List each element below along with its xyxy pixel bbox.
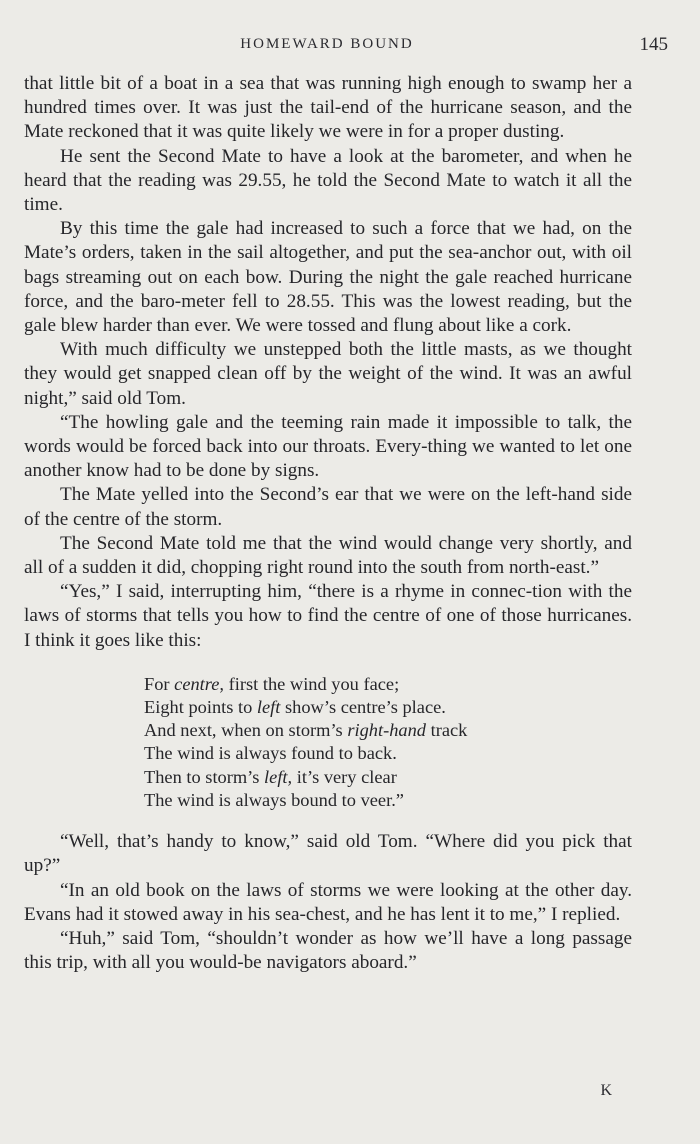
paragraph: “Well, that’s handy to know,” said old Tom. “Where did you pick that up?” xyxy=(24,831,632,877)
paragraph: “In an old book on the laws of storms we were looking at the other day. Evans had it stowed away in his sea-chest, and he has lent it to me,” I replied. xyxy=(24,879,632,925)
verse-block xyxy=(144,673,632,812)
verse-line: The wind is always bound to veer.” xyxy=(144,789,404,810)
verse-text: Eight points to xyxy=(144,697,257,718)
verse-line: The wind is always found to back. xyxy=(144,743,397,764)
paragraph: “Yes,” I said, interrupting him, “there is a rhyme in connec-tion with the laws of storms that tells you how to find the centre of one of those hurricanes. I think it goes like this: xyxy=(24,581,632,651)
paragraph: “Huh,” said Tom, “shouldn’t wonder as how we’ll have a long passage this trip, with all you would-be navigators aboard.” xyxy=(24,927,632,974)
verse-text: Then to storm’s xyxy=(144,766,265,787)
verse-text: show’s centre’s place. xyxy=(280,697,446,718)
paragraph: The Mate yelled into the Second’s ear that we were on the left-hand side of the centre of the storm. xyxy=(24,484,632,530)
verse-text: For xyxy=(144,673,175,694)
running-head: HOMEWARD BOUND xyxy=(240,36,414,52)
body-text xyxy=(24,72,632,975)
verse-text: first the wind you face; xyxy=(224,673,400,694)
verse-italic: centre, xyxy=(174,673,225,694)
paragraph: “The howling gale and the teeming rain made it impossible to talk, the words would be forced back into our throats. Every-thing we wanted to let one another know had to be done by signs. xyxy=(24,411,632,482)
paragraph: With much difficulty we unstepped both the little masts, as we thought they would get snapped clean off by the weight of the wind. It was an awful night,” said old Tom. xyxy=(24,339,632,409)
page-header xyxy=(24,34,668,62)
paragraph: He sent the Second Mate to have a look at the barometer, and when he heard that the reading was 29.55, he told the Second Mate to watch it all the time. xyxy=(24,145,632,216)
page-number: 145 xyxy=(639,34,668,55)
verse-text: track xyxy=(426,720,468,741)
paragraph: By this time the gale had increased to such a force that we had, on the Mate’s orders, taken in the sail altogether, and put the sea-anchor out, with oil bags streaming out on each bow. During the night the gale reached hurricane force, and the baro-meter fell to 28.55. This was the lowest reading, but the gale blew harder than ever. We were tossed and flung about like a cork. xyxy=(24,218,632,337)
verse-text: it’s very clear xyxy=(292,766,397,787)
signature-mark: K xyxy=(600,1082,612,1099)
paragraph: that little bit of a boat in a sea that was running high enough to swamp her a hundred times over. It was just the tail-end of the hurricane season, and the Mate reckoned that it was quite likely we were in for a proper dusting. xyxy=(24,73,632,143)
verse-italic: left, xyxy=(264,766,293,787)
verse-line xyxy=(144,696,632,719)
verse-text: And next, when on storm’s xyxy=(144,720,348,741)
verse-italic: right-hand xyxy=(347,720,426,741)
verse-line xyxy=(144,766,632,789)
verse-line xyxy=(144,673,632,696)
paragraph: The Second Mate told me that the wind would change very shortly, and all of a sudden it did, chopping right round into the south from north-east.” xyxy=(24,532,632,579)
verse-line xyxy=(144,719,632,742)
verse-italic: left xyxy=(256,697,281,718)
